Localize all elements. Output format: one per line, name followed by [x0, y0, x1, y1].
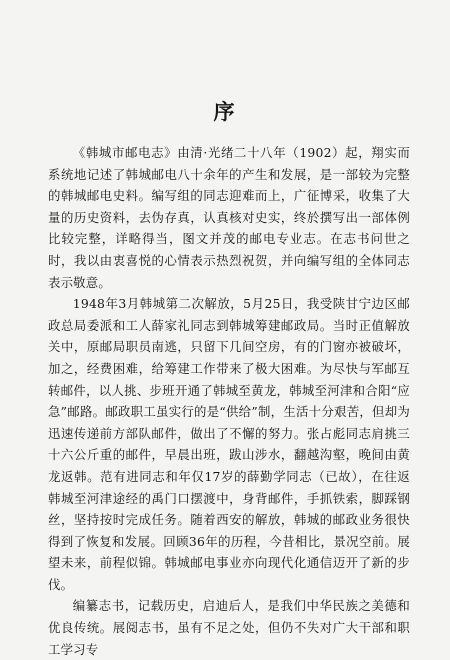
paragraph-2: 1948年3月韩城第二次解放，5月25日，我受陕甘宁边区邮政总局委派和工人薛家礼同志到韩城筹建邮政局。当时正值解放关中，原邮局职员南逃，只留下几间空房，有的门窗亦被破坏，加之，经费困难，给筹建工作带来了极大困难。为尽快与军邮互转邮件，以人挑、步班开通了韩城至黄龙，韩城至河津和合阳“应急”邮路。邮政职工虽实行的是“供给”制，生活十分艰苦，但却为迅速传递前方部队邮件，做出了不懈的努力。张占彪同志肩挑三十六公斤重的邮件，早晨出班，跋山涉水，翻越沟壑，晚间由黄龙返韩。范有进同志和年仅17岁的薛勤学同志（已故），在往返韩城至河津途经的禹门口摆渡中，身背邮件，手抓铁索，脚踩钢丝，坚持按时完成任务。随着西安的解放，韩城的邮政业务很快得到了恢复和发展。回顾36年的历程，今昔相比，景况空前。展望未来，前程似锦。韩城邮电事业亦向现代化通信迈开了新的步伐。 [48, 296, 410, 592]
page-title: 序 [213, 99, 237, 124]
paragraph-3: 编纂志书，记载历史，启迪后人，是我们中华民族之美德和优良传统。展阅志书，虽有不足之处，但仍不失对广大干部和职工学习专 [48, 598, 410, 657]
paragraph-1: 《韩城市邮电志》由清·光绪二十八年（1902）起，翔实而系统地记述了韩城邮电八十余年的产生和发展，是一部较为完整的韩城邮电史料。编写组的同志迎难而上，广征博采，收集了大量的历史资料，去伪存真，认真核对史实，终於撰写出一部体例比较完整，详略得当，图文并茂的邮电专业志。在志书问世之时，我以由衷喜悦的心情表示热烈祝贺，并向编写组的全体同志表示敬意。 [48, 145, 410, 290]
body-text [48, 142, 410, 660]
